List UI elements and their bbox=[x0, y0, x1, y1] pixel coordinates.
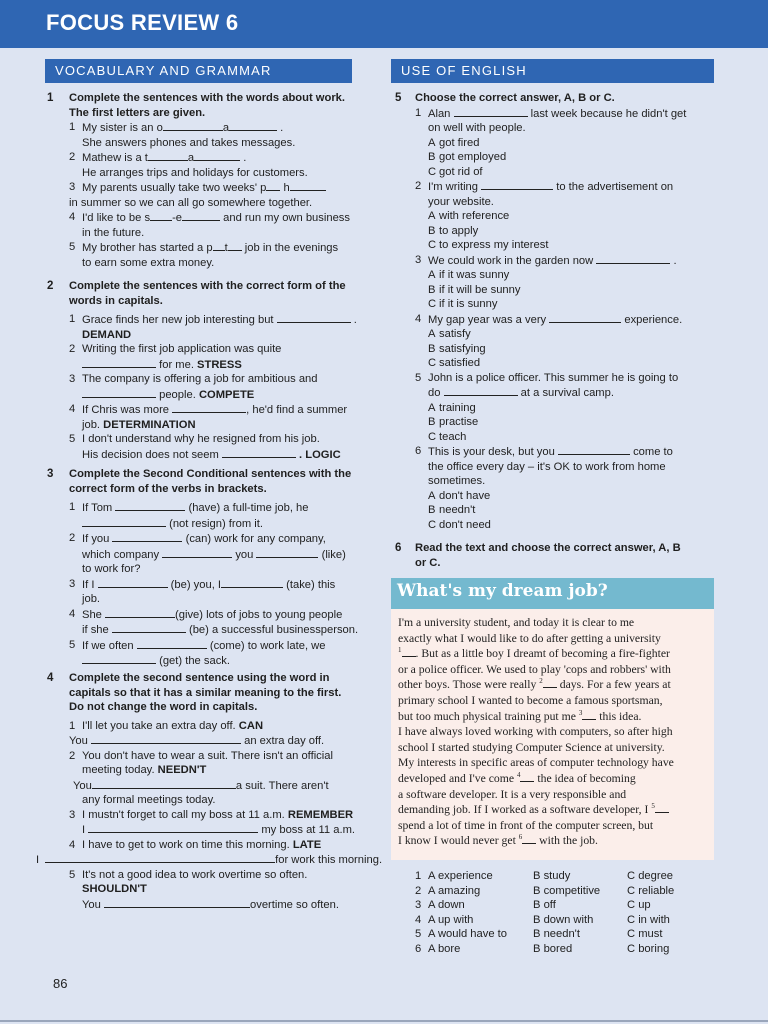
list-item: 2 Writing the first job application was quite for me. STRESS bbox=[69, 343, 282, 371]
list-item: 2 Mathew is a t a . He arranges trips and holidays for customers. bbox=[69, 151, 308, 179]
list-item: 2 I'm writing to the advertisement on your website. A with reference B to apply C to express my interest bbox=[415, 180, 674, 251]
reading-title: What's my dream job? bbox=[397, 581, 608, 601]
list-item: 1 I'll let you take an extra day off. CAN You an extra day off. bbox=[69, 719, 325, 747]
list-item: 2 If you (can) work for any company, which company you (like) to work for? bbox=[69, 532, 346, 575]
list-item: 1 Grace finds her new job interesting but . DEMAND bbox=[69, 313, 357, 341]
exercise-instructions: Read the text and choose the correct answer, A, B or C. bbox=[415, 542, 681, 569]
page-header-bar bbox=[0, 0, 768, 48]
exercise-instructions: Complete the Second Conditional sentences with the correct form of the verbs in brackets. bbox=[69, 468, 352, 495]
exercise-number: 4 bbox=[47, 672, 54, 684]
list-item: 4 I'd like to be s -e and run my own business in the future. bbox=[69, 211, 350, 239]
list-item: 5 I don't understand why he resigned from his job. His decision does not seem . LOGIC bbox=[69, 433, 341, 461]
exercise-instructions: Complete the sentences with the correct form of the words in capitals. bbox=[69, 280, 346, 307]
list-item: 1 My sister is an o a . She answers phones and takes messages. bbox=[69, 121, 296, 149]
exercise-number: 3 bbox=[47, 468, 54, 480]
list-item: 6 This is your desk, but you come to the office every day – it's OK to work from home sometimes. A don't have B needn't C don't need bbox=[415, 445, 673, 531]
list-item: 3 I mustn't forget to call my boss at 11 a.m. REMEMBER I my boss at 11 a.m. bbox=[69, 808, 356, 836]
list-item: 3 If I (be) you, I (take) this job. bbox=[69, 577, 336, 605]
list-item: 5 My brother has started a p t job in the evenings to earn some extra money. bbox=[69, 241, 339, 269]
exercise-6 bbox=[395, 541, 715, 570]
exercise-number: 2 bbox=[47, 280, 54, 292]
exercise-1 bbox=[47, 91, 350, 270]
list-item: 3 We could work in the garden now . A if it was sunny B if it will be sunny C if it is sunny bbox=[415, 253, 677, 310]
exercise-number: 5 bbox=[395, 92, 402, 104]
page-number: 86 bbox=[53, 976, 68, 991]
exercise-items bbox=[69, 500, 358, 669]
exercise-number: 1 bbox=[47, 92, 54, 104]
reading-body: I'm a university student, and today it is clear to me exactly what I would like to do after getting a university $^1$ . But as a little boy I dreamt of becoming a fire-fighter or a police officer. We used to play 'cops and robbers' with other boys. Those were really $^2$ days. For a few years at primary school I wanted to become a famous sportsman, but too much physical training put me $^3$ this idea. I have always loved working with computers, so after high school I started studying Computer Science at university. My interests in specific areas of computer technology have developed and I've come $^4$ the idea of becoming a software developer. It is a very responsible and demanding job. If I worked as a software developer, I $^5$ spend a lot of time in front of the computer screen, but I know I would never get $^6$ with the job. bbox=[398, 616, 674, 848]
exercise-4 bbox=[36, 671, 383, 912]
list-item: 5 John is a police officer. This summer he is going to do at a survival camp. A training B practise C teach bbox=[415, 371, 679, 443]
list-item: 5 If we often (come) to work late, we (get) the sack. bbox=[69, 638, 326, 667]
list-item: 4 I have to get to work on time this morning. LATE I for work this morning. bbox=[36, 838, 383, 866]
exercise-number: 6 bbox=[395, 542, 402, 554]
bottom-divider bbox=[0, 1020, 768, 1022]
exercise-items bbox=[69, 120, 350, 270]
exercise-instructions: Choose the correct answer, A, B or C. bbox=[415, 92, 615, 104]
exercise-3 bbox=[47, 467, 358, 669]
list-item: 2 You don't have to wear a suit. There isn't an official meeting today. NEEDN'T You a suit. There aren't any formal meetings today. bbox=[69, 749, 333, 806]
exercise-items bbox=[415, 106, 715, 533]
list-item: 1 If Tom (have) a full-time job, he (not resign) from it. bbox=[69, 501, 309, 530]
list-item: 4 My gap year was a very experience. A satisfy B satisfying C satisfied bbox=[415, 312, 683, 369]
section-use-of-english: USE OF ENGLISH bbox=[391, 59, 714, 83]
list-item: 5 It's not a good idea to work overtime so often. SHOULDN'T You overtime so often. bbox=[69, 868, 339, 911]
reading-title-bar bbox=[391, 578, 714, 609]
page-title: FOCUS REVIEW 6 bbox=[46, 10, 239, 35]
exercise-instructions: Complete the second sentence using the word in capitals so that it has a similar meaning to the first. Do not change the word in capitals. bbox=[69, 672, 342, 713]
list-item: 4 If Chris was more , he'd find a summer job. DETERMINATION bbox=[69, 403, 348, 431]
exercise-5 bbox=[395, 91, 715, 532]
section-vocabulary-grammar: VOCABULARY AND GRAMMAR bbox=[45, 59, 352, 83]
list-item: 3 The company is offering a job for ambitious and people. COMPETE bbox=[69, 373, 318, 401]
exercise-items bbox=[69, 312, 357, 462]
exercise-2 bbox=[47, 279, 357, 462]
exercise-instructions: Complete the sentences with the words about work. The first letters are given. bbox=[69, 92, 346, 119]
exercise-items bbox=[36, 719, 383, 913]
list-item: 1 Alan last week because he didn't get on well with people. A got fired B got employed C got rid of bbox=[415, 106, 687, 178]
reading-text-box bbox=[391, 578, 714, 860]
list-item: 3 My parents usually take two weeks' p h in summer so we can all go somewhere together. bbox=[69, 180, 350, 210]
list-item: 4 She (give) lots of jobs to young people if she (be) a successful businessperson. bbox=[69, 607, 359, 636]
